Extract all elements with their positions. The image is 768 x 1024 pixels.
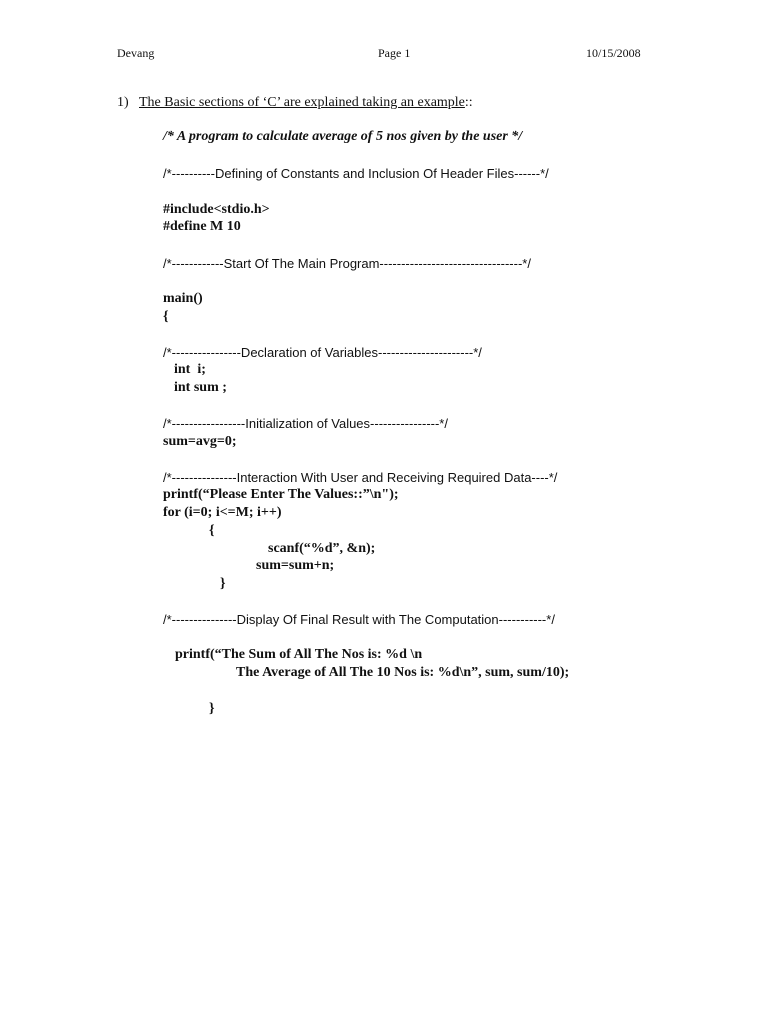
code-for-brace-close: }: [220, 576, 226, 591]
code-brace-open: {: [163, 309, 169, 324]
header-date: 10/15/2008: [586, 46, 641, 60]
code-for-loop: for (i=0; i<=M; i++): [163, 505, 282, 520]
code-scanf: scanf(“%d”, &n);: [268, 541, 376, 556]
comment-constants-headers: /*----------Defining of Constants and Inclusion Of Header Files------*/: [163, 166, 549, 181]
code-main: main(): [163, 291, 203, 306]
code-int-sum: int sum ;: [174, 380, 227, 395]
code-init: sum=avg=0;: [163, 434, 237, 449]
code-include: #include<stdio.h>: [163, 202, 270, 217]
comment-initialization: /*-----------------Initialization of Values----------------*/: [163, 416, 448, 431]
code-sum-add: sum=sum+n;: [256, 558, 335, 573]
list-number: 1): [117, 95, 129, 110]
code-printf-prompt: printf(“Please Enter The Values::”\n");: [163, 487, 399, 502]
header-author: Devang: [117, 46, 155, 60]
code-for-brace-open: {: [209, 523, 215, 538]
code-printf-sum: printf(“The Sum of All The Nos is: %d \n: [175, 647, 423, 662]
comment-declaration: /*----------------Declaration of Variables----------------------*/: [163, 345, 482, 360]
program-title-comment: /* A program to calculate average of 5 nos given by the user */: [163, 129, 523, 144]
heading-title: The Basic sections of ‘C’ are explained taking an example: [139, 95, 465, 110]
code-printf-average: The Average of All The 10 Nos is: %d\n”, sum, sum/10);: [236, 665, 570, 680]
code-define: #define M 10: [163, 219, 241, 234]
heading-suffix: ::: [464, 95, 473, 110]
code-brace-close: }: [209, 701, 215, 716]
comment-main-program: /*------------Start Of The Main Program---------------------------------*/: [163, 256, 531, 271]
code-int-i: int i;: [174, 362, 206, 377]
header-page-number: Page 1: [378, 46, 411, 60]
comment-interaction: /*---------------Interaction With User and Receiving Required Data----*/: [163, 470, 558, 485]
comment-display: /*---------------Display Of Final Result with The Computation-----------*/: [163, 612, 555, 627]
section-heading: [117, 94, 473, 112]
